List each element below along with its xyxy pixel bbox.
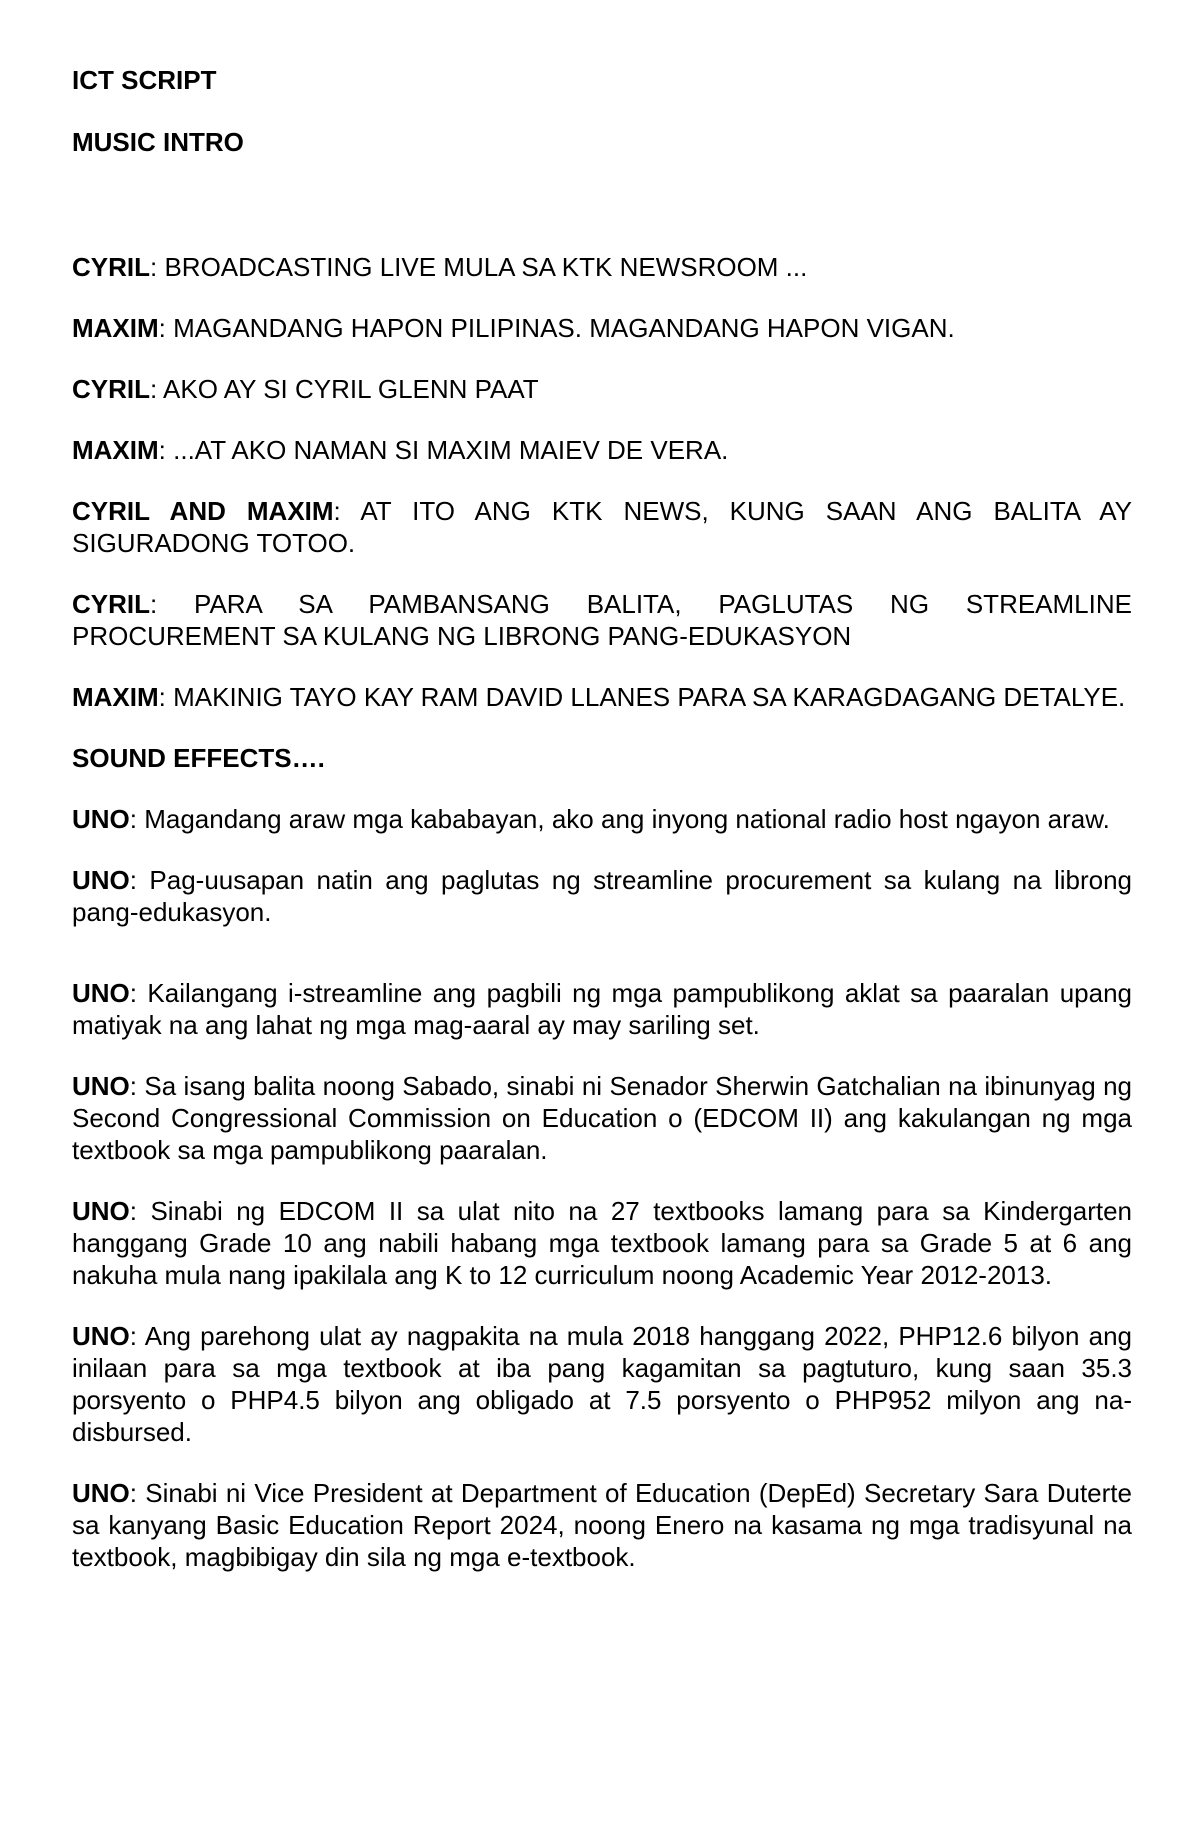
speaker-name: UNO xyxy=(72,1478,130,1508)
script-line xyxy=(72,373,1132,405)
line-text: : Kailangang i-streamline ang pagbili ng mga pampublikong aklat sa paaralan upang matiyak na ang lahat ng mga mag-aaral ay may sariling set. xyxy=(72,978,1132,1040)
line-text: : Ang parehong ulat ay nagpakita na mula 2018 hanggang 2022, PHP12.6 bilyon ang inilaan para sa mga textbook at iba pang kagamitan sa pagtuturo, kung saan 35.3 porsyento o PHP4.5 bilyon ang obligado at 7.5 porsyento o PHP952 milyon ang na-disbursed. xyxy=(72,1321,1132,1447)
speaker-name: MAXIM xyxy=(72,682,159,712)
speaker-name: UNO xyxy=(72,1321,130,1351)
script-line xyxy=(72,1070,1132,1166)
script-line xyxy=(72,864,1132,928)
script-line xyxy=(72,495,1132,559)
sound-effects-cue: SOUND EFFECTS…. xyxy=(72,743,325,773)
script-line xyxy=(72,977,1132,1041)
speaker-name: CYRIL AND MAXIM xyxy=(72,496,334,526)
script-line xyxy=(72,434,1132,466)
script-line xyxy=(72,803,1132,835)
line-text: : ...AT AKO NAMAN SI MAXIM MAIEV DE VERA. xyxy=(158,435,729,465)
line-text: : AKO AY SI CYRIL GLENN PAAT xyxy=(150,374,539,404)
speaker-name: UNO xyxy=(72,865,130,895)
speaker-name: MAXIM xyxy=(72,313,159,343)
music-intro-cue: MUSIC INTRO xyxy=(72,127,244,157)
line-text: : Sinabi ni Vice President at Department of Education (DepEd) Secretary Sara Duterte sa kanyang Basic Education Report 2024, noong Enero na kasama ng mga tradisyunal na textbook, magbibigay din sila ng mga e-textbook. xyxy=(72,1478,1132,1572)
script-document xyxy=(72,64,1132,1602)
speaker-name: MAXIM xyxy=(72,435,159,465)
script-line xyxy=(72,1477,1132,1573)
line-text: : Sinabi ng EDCOM II sa ulat nito na 27 textbooks lamang para sa Kindergarten hanggang Grade 10 ang nabili habang mga textbook lamang para sa Grade 5 at 6 ang nakuha mula nang ipakilala ang K to 12 curriculum noong Academic Year 2012-2013. xyxy=(72,1196,1132,1290)
line-text: : MAKINIG TAYO KAY RAM DAVID LLANES PARA SA KARAGDAGANG DETALYE. xyxy=(158,682,1126,712)
line-text: : MAGANDANG HAPON PILIPINAS. MAGANDANG HAPON VIGAN. xyxy=(158,313,955,343)
speaker-name: CYRIL xyxy=(72,252,150,282)
line-text: : Magandang araw mga kababayan, ako ang inyong national radio host ngayon araw. xyxy=(129,804,1110,834)
script-line xyxy=(72,1320,1132,1448)
script-line xyxy=(72,1195,1132,1291)
script-line xyxy=(72,681,1132,713)
speaker-name: UNO xyxy=(72,1071,130,1101)
speaker-name: UNO xyxy=(72,804,130,834)
line-text: : Pag-uusapan natin ang paglutas ng streamline procurement sa kulang na librong pang-edukasyon. xyxy=(72,865,1132,927)
script-line xyxy=(72,251,1132,283)
speaker-name: UNO xyxy=(72,978,130,1008)
script-line xyxy=(72,588,1132,652)
line-text: : BROADCASTING LIVE MULA SA KTK NEWSROOM ... xyxy=(150,252,808,282)
line-text: : PARA SA PAMBANSANG BALITA, PAGLUTAS NG STREAMLINE PROCUREMENT SA KULANG NG LIBRONG PANG-EDUKASYON xyxy=(72,589,1132,651)
document-title: ICT SCRIPT xyxy=(72,65,217,95)
speaker-name: CYRIL xyxy=(72,589,150,619)
line-text: : AT ITO ANG KTK NEWS, KUNG SAAN ANG BALITA AY SIGURADONG TOTOO. xyxy=(72,496,1133,558)
speaker-name: CYRIL xyxy=(72,374,150,404)
line-text: : Sa isang balita noong Sabado, sinabi ni Senador Sherwin Gatchalian na ibinunyag ng Second Congressional Commission on Education o (EDCOM II) ang kakulangan ng mga textbook sa mga pampublikong paaralan. xyxy=(72,1071,1132,1165)
speaker-name: UNO xyxy=(72,1196,130,1226)
script-line xyxy=(72,312,1132,344)
